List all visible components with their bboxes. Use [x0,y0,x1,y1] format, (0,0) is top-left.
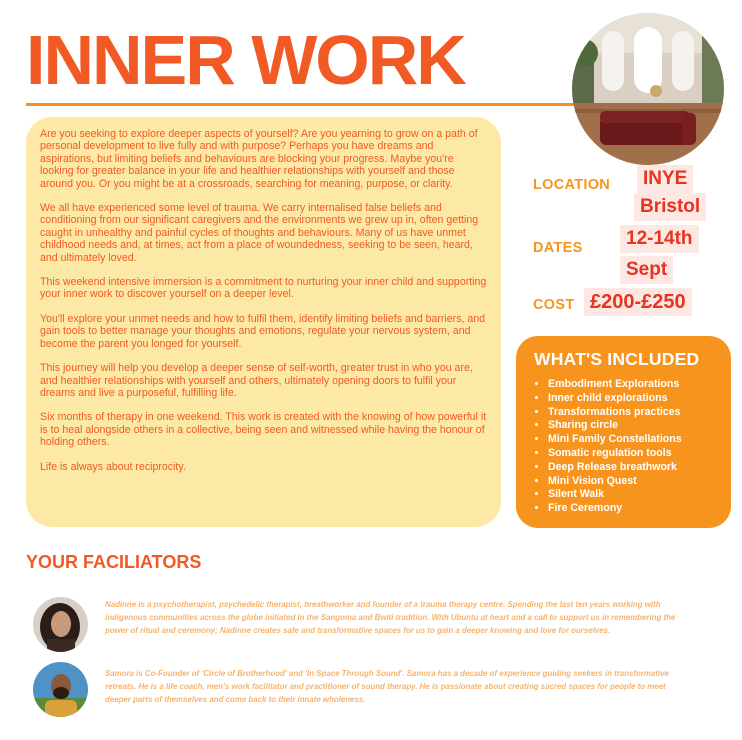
facilitator-bio: Samora is Co-Founder of 'Circle of Brotherhood' and 'In Space Through Sound'. Samora has a decade of experience guiding seekers in transformative retreats. He is a life coach, men's work facilitator and practitioner of sound therapy. He is passionate about creating sacred spaces for people to meet deeper parts of themselves and come back to their innate wholeness. [105,669,669,704]
intro-paragraph: This journey will help you develop a deeper sense of self-worth, greater trust in who you are, and healthier relationships with yourself and others, ultimately opening doors to fulfil your dreams and live a purposeful, fulfilling life. [40,362,473,399]
avatar-samora [33,662,88,717]
intro-paragraph: This weekend intensive immersion is a commitment to nurturing your inner child and supporting your inner work to discover yourself on a deeper level. [40,276,487,301]
intro-paragraph: Six months of therapy in one weekend. This work is created with the knowing of how powerful it is to heal alongside others in a collective, being seen and witnessed while having the honour of holding others. [40,411,487,449]
dates-days: 12-14th [620,225,699,253]
venue-photo [572,13,724,165]
location-label: LOCATION [533,177,611,193]
included-item: • Silent Walk [548,488,721,502]
page-title: INNER WORK [26,21,465,99]
whats-included-panel [516,336,731,528]
avatar-nadinne [33,597,88,652]
intro-paragraph: You'll explore your unmet needs and how to fulfil them, identify limiting beliefs and barriers, and gain tools to better manage your thoughts and emotions, regulate your nervous system, and become the parent you longed for yourself. [40,312,486,350]
intro-paragraph: Are you seeking to explore deeper aspects of yourself? Are you yearning to grow on a path of personal development to live fully and with purpose? Perhaps you have dreams and aspirations, but limiting beliefs and behaviours are blocking your progress. Maybe you're looking for greater balance in your life and healthier relationships with yourself and those around you. Or you might be at a crossroads, searching for meaning, purpose, or clarity. [40,128,478,190]
title-divider [26,103,578,106]
included-item: • Sharing circle [548,419,721,433]
intro-paragraph: Life is always about reciprocity. [40,460,186,473]
dates-label: DATES [533,240,583,256]
facilitator-bio: Nadinne is a psychotherapist, psychedelic therapist, breathworker and founder of a trauma therapy centre. Spending the last ten years working with indigenous communities across the globe initiated in the Sangoma and Bwiti tradition. With Ubuntu at heart and a call to support us in remembering the power of ritual and ceremony; Nadinne creates safe and transformative spaces for us to gain a deeper knowing and love for ourselves. [105,600,676,635]
intro-panel [26,117,501,527]
included-item: • Embodiment Explorations [548,378,721,392]
location-name: INYE [637,165,693,193]
dates-month: Sept [620,256,673,284]
included-item: • Deep Release breathwork [548,461,721,475]
cost-value: £200-£250 [584,288,692,316]
cost-label: COST [533,297,575,313]
included-item: • Transformations practices [548,406,721,420]
location-city: Bristol [634,193,706,221]
included-item: • Fire Ceremony [548,502,721,516]
facilitators-heading: YOUR FACILIATORS [26,552,202,572]
included-item: • Inner child explorations [548,392,721,406]
included-list [534,378,721,516]
included-item: • Mini Vision Quest [548,475,721,489]
included-item: • Mini Family Constellations [548,433,721,447]
included-item: • Somatic regulation tools [548,447,721,461]
whats-included-title: WHAT'S INCLUDED [534,349,700,369]
intro-paragraph: We all have experienced some level of trauma. We carry internalised false beliefs and conditioning from our significant caregivers and the environments we grew up in, often getting caught in unhealthy and painful cycles of thoughts and behaviours. Many of us have unmet childhood needs and, at times, act from a place of woundedness, seeking to be seen, heard, and ultimately loved. [40,202,479,264]
